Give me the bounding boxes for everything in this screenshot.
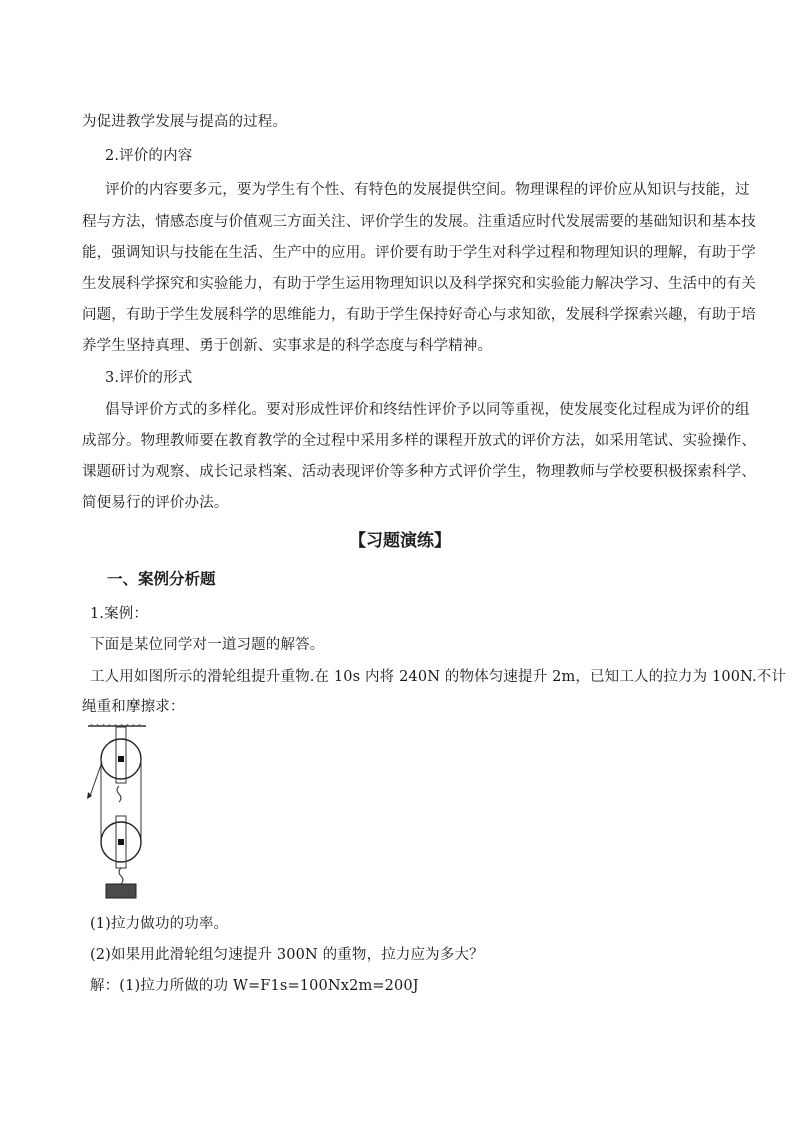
case-intro: 下面是某位同学对一道习题的解答。 — [90, 637, 325, 653]
solution-line: 解：(1)拉力所做的功 W=F1s=100Nx2m=200J — [90, 978, 419, 994]
form-paragraph-line: 课题研讨为观察、成长记录档案、活动表现评价等多种方式评价学生，物理教师与学校要积极探索科学、 — [82, 464, 756, 480]
case-label: 1.案例： — [90, 606, 149, 622]
subsection-title-form: 3.评价的形式 — [105, 370, 193, 386]
form-paragraph-line: 成部分。物理教师要在教育教学的全过程中采用多样的课程开放式的评价方法，如采用笔试、实验操作、 — [82, 433, 756, 449]
weight-block — [106, 884, 136, 898]
problem-line: 绳重和摩擦求： — [82, 699, 185, 715]
form-paragraph-line: 倡导评价方式的多样化。要对形成性评价和终结性评价予以同等重视，使发展变化过程成为评价的组 — [105, 402, 750, 418]
hook — [117, 786, 121, 802]
content-paragraph-line: 能，强调知识与技能在生活、生产中的应用。评价要有助于学生对科学过程和物理知识的理解，有助于学 — [82, 245, 756, 261]
content-paragraph-line: 问题，有助于学生发展科学的思维能力，有助于学生保持好奇心与求知欲，发展科学探索兴趣，有助于培 — [82, 307, 756, 323]
content-paragraph-line: 养学生坚持真理、勇于创新、实事求是的科学态度与科学精神。 — [82, 338, 493, 354]
content-paragraph-line: 评价的内容要多元，要为学生有个性、有特色的发展提供空间。物理课程的评价应从知识与技能，过 — [105, 182, 750, 198]
content-paragraph-line: 生发展科学探究和实验能力，有助于学生运用物理知识以及科学探究和实验能力解决学习、生活中的有关 — [82, 276, 756, 292]
pull-rope — [90, 762, 102, 796]
content-paragraph-line: 程与方法，情感态度与价值观三方面关注、评价学生的发展。注重适应时代发展需要的基础知识和基本技 — [82, 214, 756, 230]
section-heading-case-analysis: 一、案例分析题 — [107, 570, 216, 588]
practice-title: 【习题演练】 — [349, 531, 451, 551]
problem-line: 工人用如图所示的滑轮组提升重物.在 10s 内将 240N 的物体匀速提升 2m，已知工人的拉力为 100N.不计 — [90, 669, 787, 685]
fixed-pulley-axle — [118, 756, 124, 762]
form-paragraph-line: 简便易行的评价办法。 — [82, 495, 229, 511]
question-1: (1)拉力做功的功率。 — [90, 916, 229, 932]
subsection-title-content: 2.评价的内容 — [105, 148, 193, 164]
question-2: (2)如果用此滑轮组匀速提升 300N 的重物，拉力应为多大？ — [90, 947, 484, 963]
pulley-system-figure — [86, 724, 148, 900]
fixed-pulley-bracket — [116, 727, 126, 783]
movable-pulley-axle — [118, 839, 124, 845]
paragraph-tail: 为促进教学发展与提高的过程。 — [82, 114, 288, 130]
weight-hook — [119, 868, 123, 884]
